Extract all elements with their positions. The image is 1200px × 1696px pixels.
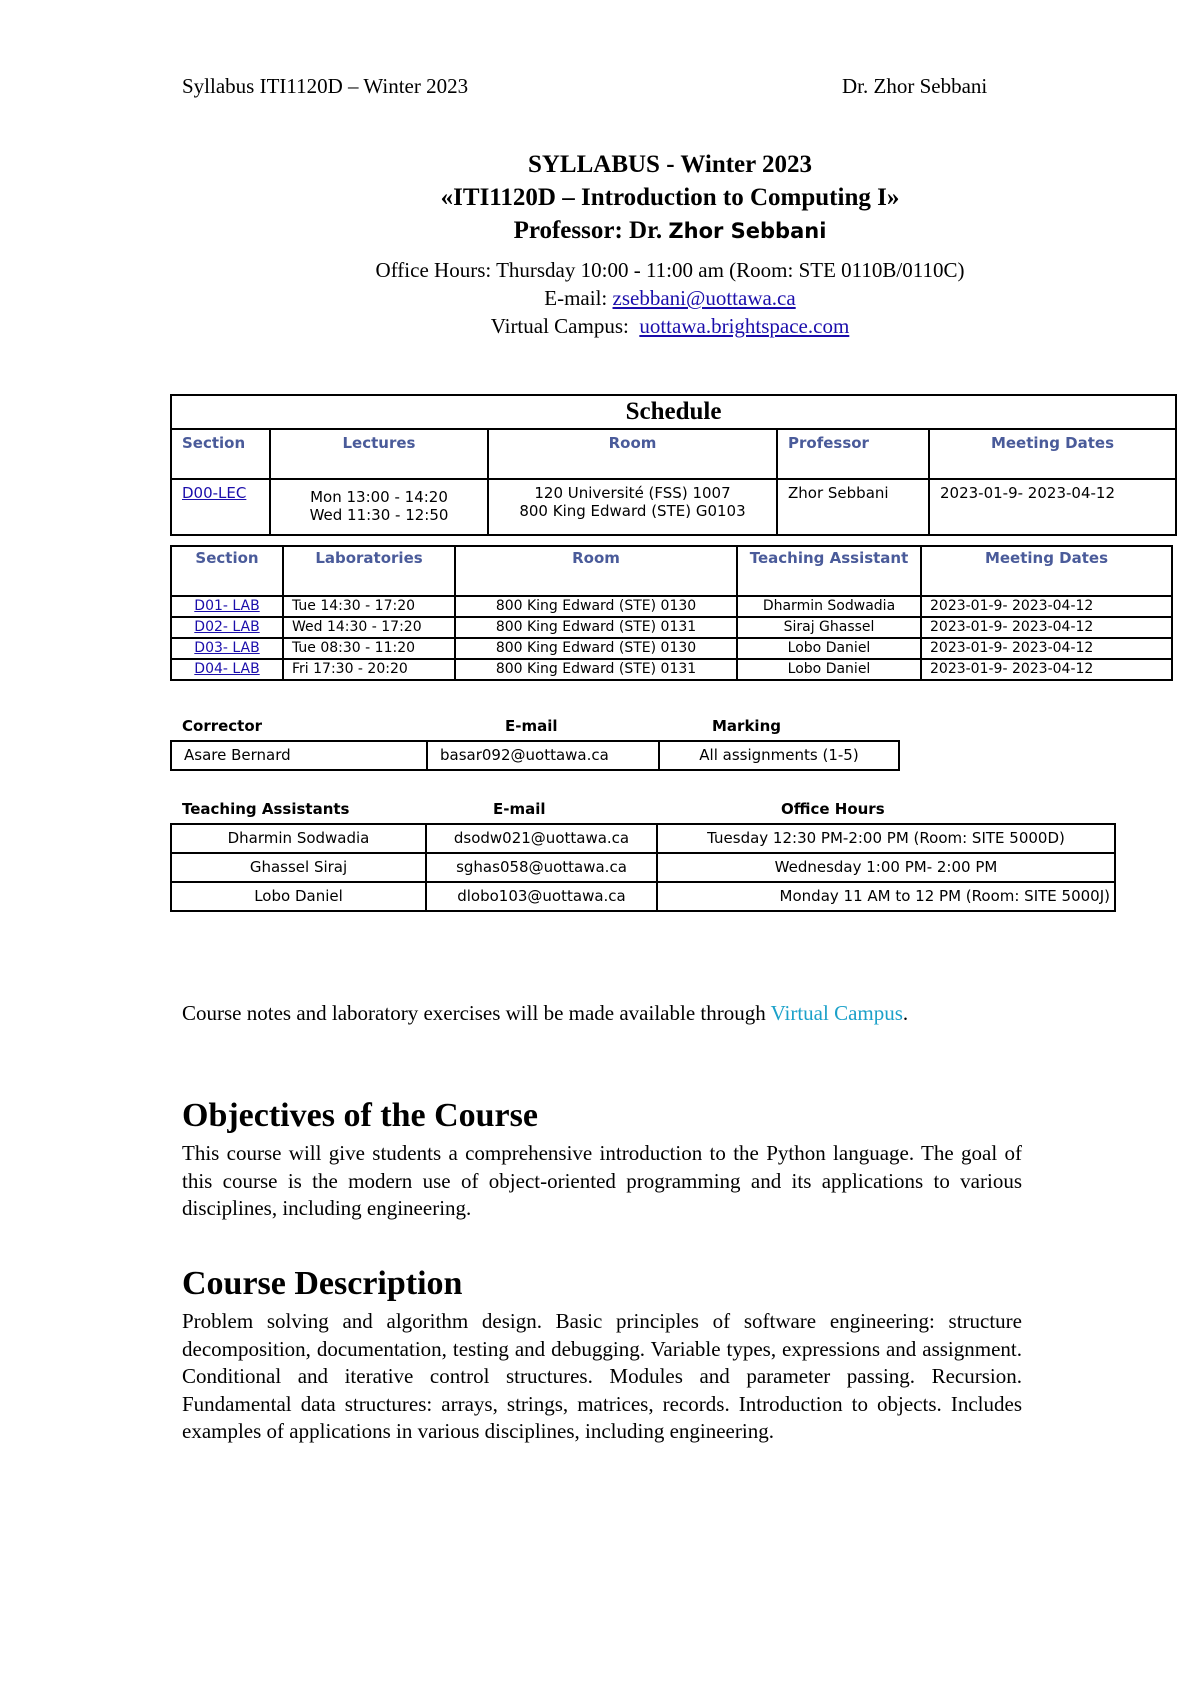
ta-email: sghas058@uottawa.ca bbox=[426, 853, 657, 882]
lab-dates: 2023-01-9- 2023-04-12 bbox=[921, 638, 1172, 659]
ta-hours: Tuesday 12:30 PM-2:00 PM (Room: SITE 5000D) bbox=[657, 824, 1115, 853]
schedule-table bbox=[170, 394, 1177, 536]
lecture-room-1: 120 Université (FSS) 1007 bbox=[534, 484, 731, 502]
course-notes-paragraph bbox=[182, 1000, 1022, 1028]
professor-email-link[interactable]: zsebbani@uottawa.ca bbox=[612, 286, 796, 310]
title-block bbox=[0, 148, 1200, 340]
corrector-marking-header: Marking bbox=[712, 717, 781, 735]
ta-header: Teaching Assistants bbox=[182, 800, 350, 818]
professor-name: Zhor Sebbani bbox=[668, 219, 827, 243]
ta-email: dlobo103@uottawa.ca bbox=[426, 882, 657, 911]
lab-time: Fri 17:30 - 20:20 bbox=[283, 659, 455, 680]
lab-section-cell bbox=[171, 659, 283, 680]
lecture-time-2: Wed 11:30 - 12:50 bbox=[309, 506, 449, 524]
lab-section-cell bbox=[171, 617, 283, 638]
corrector-email-header: E-mail bbox=[505, 717, 558, 735]
lab-ta: Dharmin Sodwadia bbox=[737, 596, 921, 617]
lab-row bbox=[171, 617, 1172, 638]
labs-header-room: Room bbox=[455, 546, 737, 596]
labs-table bbox=[170, 545, 1173, 681]
lecture-room-2: 800 King Edward (STE) G0103 bbox=[519, 502, 746, 520]
lab-row bbox=[171, 638, 1172, 659]
schedule-header-dates: Meeting Dates bbox=[929, 429, 1176, 479]
objectives-text: This course will give students a comprehensive introduction to the Python language. The goal of this course is the modern use of object-oriented programming and its applications to various disciplines, including engineering. bbox=[182, 1141, 1022, 1220]
schedule-room-cell bbox=[488, 479, 777, 535]
lab-time: Tue 08:30 - 11:20 bbox=[283, 638, 455, 659]
lab-room: 800 King Edward (STE) 0131 bbox=[455, 617, 737, 638]
email-label: E-mail: bbox=[544, 286, 608, 310]
lab-dates: 2023-01-9- 2023-04-12 bbox=[921, 596, 1172, 617]
corrector-email: basar092@uottawa.ca bbox=[427, 741, 659, 770]
description-heading: Course Description bbox=[182, 1265, 463, 1302]
lab-section-cell bbox=[171, 596, 283, 617]
lab-room: 800 King Edward (STE) 0131 bbox=[455, 659, 737, 680]
ta-email: dsodw021@uottawa.ca bbox=[426, 824, 657, 853]
ta-name: Dharmin Sodwadia bbox=[171, 824, 426, 853]
ta-hours: Wednesday 1:00 PM- 2:00 PM bbox=[657, 853, 1115, 882]
lab-dates: 2023-01-9- 2023-04-12 bbox=[921, 617, 1172, 638]
schedule-header-section: Section bbox=[171, 429, 270, 479]
lab-ta: Lobo Daniel bbox=[737, 659, 921, 680]
ta-row bbox=[171, 824, 1115, 853]
schedule-professor-cell: Zhor Sebbani bbox=[777, 479, 929, 535]
ta-row bbox=[171, 853, 1115, 882]
schedule-header-lectures: Lectures bbox=[270, 429, 488, 479]
lecture-section-link[interactable]: D00-LEC bbox=[182, 484, 247, 502]
course-title: «ITI1120D – Introduction to Computing I» bbox=[440, 184, 900, 211]
professor-line bbox=[0, 214, 1200, 248]
professor-prefix: Professor: Dr. bbox=[513, 217, 663, 244]
page-header-left: Syllabus ITI1120D – Winter 2023 bbox=[182, 74, 469, 98]
lecture-time-1: Mon 13:00 - 14:20 bbox=[310, 488, 448, 506]
corrector-header: Corrector bbox=[182, 717, 263, 735]
lab-dates: 2023-01-9- 2023-04-12 bbox=[921, 659, 1172, 680]
email-line bbox=[0, 284, 1200, 312]
schedule-title: Schedule bbox=[171, 395, 1176, 429]
lab-row bbox=[171, 659, 1172, 680]
ta-name: Lobo Daniel bbox=[171, 882, 426, 911]
syllabus-title: SYLLABUS - Winter 2023 bbox=[527, 151, 813, 178]
ta-office-hours-header: Office Hours bbox=[781, 800, 885, 818]
labs-header-ta: Teaching Assistant bbox=[737, 546, 921, 596]
lab-section-link[interactable]: D02- LAB bbox=[194, 619, 260, 635]
lab-time: Wed 14:30 - 17:20 bbox=[283, 617, 455, 638]
corrector-marking: All assignments (1-5) bbox=[659, 741, 899, 770]
virtual-campus-line bbox=[0, 312, 1200, 340]
ta-hours: Monday 11 AM to 12 PM (Room: SITE 5000J) bbox=[657, 882, 1115, 911]
labs-header-dates: Meeting Dates bbox=[921, 546, 1172, 596]
lab-section-link[interactable]: D04- LAB bbox=[194, 661, 260, 677]
lab-section-cell bbox=[171, 638, 283, 659]
virtual-campus-label: Virtual Campus: bbox=[490, 314, 629, 338]
lab-ta: Siraj Ghassel bbox=[737, 617, 921, 638]
lab-room: 800 King Edward (STE) 0130 bbox=[455, 638, 737, 659]
schedule-header-room: Room bbox=[488, 429, 777, 479]
virtual-campus-link[interactable]: uottawa.brightspace.com bbox=[639, 314, 850, 338]
schedule-section-cell bbox=[171, 479, 270, 535]
objectives-heading: Objectives of the Course bbox=[182, 1097, 538, 1134]
lab-section-link[interactable]: D01- LAB bbox=[194, 598, 260, 614]
ta-email-header: E-mail bbox=[493, 800, 546, 818]
lab-time: Tue 14:30 - 17:20 bbox=[283, 596, 455, 617]
ta-row bbox=[171, 882, 1115, 911]
office-hours: Office Hours: Thursday 10:00 - 11:00 am (Room: STE 0110B/0110C) bbox=[375, 258, 965, 282]
course-notes-end: . bbox=[902, 1001, 909, 1025]
corrector-table bbox=[170, 740, 900, 771]
virtual-campus-text-link[interactable]: Virtual Campus bbox=[770, 1001, 903, 1025]
ta-table bbox=[170, 823, 1116, 912]
description-text: Problem solving and algorithm design. Basic principles of software engineering: structure decomposition, documentation, testing and debugging. Variable types, expressions and assignment. Conditional and iterative control structures. Modules and parameter passing. Recursion. Fundamental data structures: arrays, strings, matrices, records. Introduction to objects. Includes examples of applications in various disciplines, including engineering. bbox=[182, 1309, 1022, 1443]
lab-row bbox=[171, 596, 1172, 617]
lab-ta: Lobo Daniel bbox=[737, 638, 921, 659]
ta-name: Ghassel Siraj bbox=[171, 853, 426, 882]
lab-section-link[interactable]: D03- LAB bbox=[194, 640, 260, 656]
schedule-header-professor: Professor bbox=[777, 429, 929, 479]
corrector-name: Asare Bernard bbox=[171, 741, 427, 770]
page-header-right: Dr. Zhor Sebbani bbox=[842, 74, 988, 98]
course-notes-text: Course notes and laboratory exercises will be made available through bbox=[182, 1001, 766, 1025]
schedule-dates-cell: 2023-01-9- 2023-04-12 bbox=[929, 479, 1176, 535]
labs-header-section: Section bbox=[171, 546, 283, 596]
schedule-lectures-cell bbox=[270, 479, 488, 535]
lab-room: 800 King Edward (STE) 0130 bbox=[455, 596, 737, 617]
labs-header-laboratories: Laboratories bbox=[283, 546, 455, 596]
